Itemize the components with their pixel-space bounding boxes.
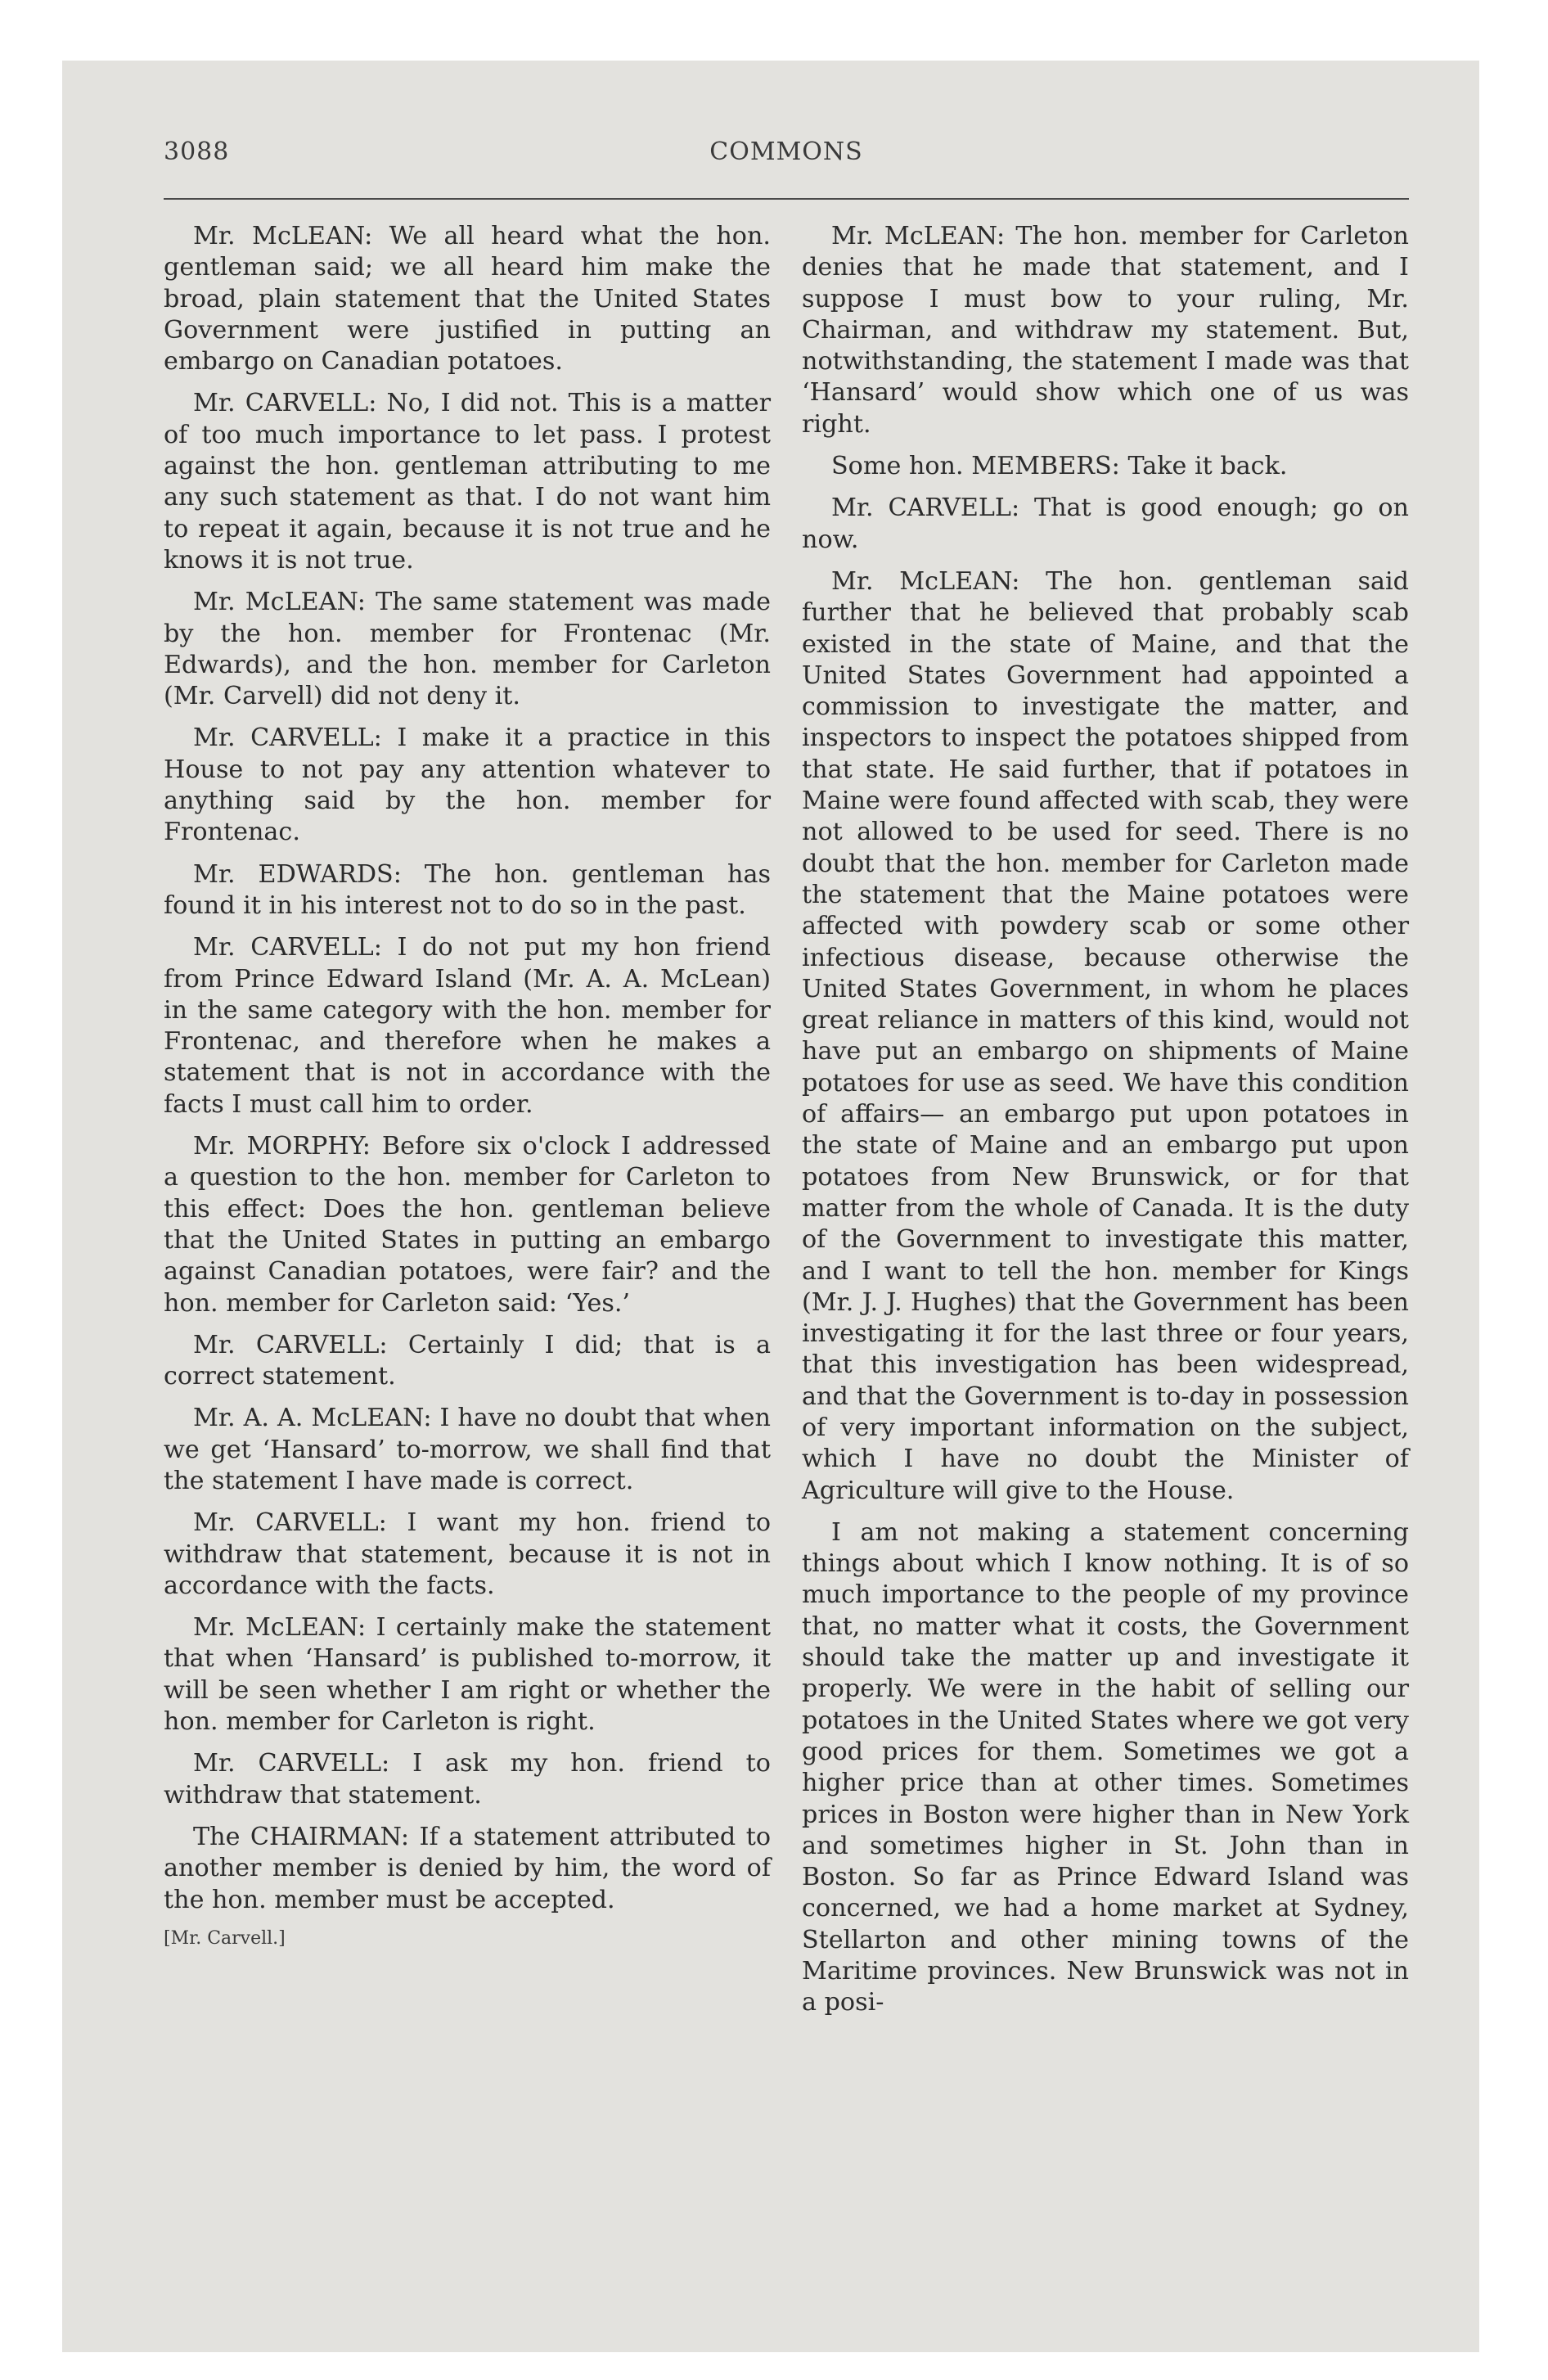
running-head: COMMONS [709, 137, 863, 166]
page-header [164, 137, 1409, 177]
paragraph: Some hon. MEMBERS: Take it back. [831, 452, 1288, 481]
paragraph: Mr. CARVELL: I want my hon. friend to withdraw that statement, because it is not in accordance with the facts. [164, 1508, 771, 1600]
header-rule [164, 198, 1409, 200]
speaker-footnote: [Mr. Carvell.] [164, 1927, 286, 1949]
paragraph: Mr. McLEAN: I certainly make the statement that when ‘Hansard’ is published to-morrow, it will be seen whether I am right or whether the hon. member for Carleton is right. [164, 1613, 771, 1737]
paragraph: Mr. CARVELL: I ask my hon. friend to withdraw that statement. [164, 1749, 771, 1810]
paragraph: Mr. EDWARDS: The hon. gentleman has found it in his interest not to do so in the past. [164, 859, 771, 920]
paragraph: I am not making a statement concerning things about which I know nothing. It is of so much importance to the people of my province that, no matter what it costs, the Government should take the matter up and investigate it properly. We were in the habit of selling our potatoes in the United States where we got very good prices for them. Sometimes we got a higher price than at other times. Sometimes prices in Boston were higher than in New York and sometimes higher in St. John than in Boston. So far as Prince Edward Island was concerned, we had a home market at Sydney, Stellarton and other mining towns of the Maritime provinces. New Brunswick was not in a posi- [802, 1517, 1409, 2017]
page-number: 3088 [164, 137, 230, 166]
paragraph: The CHAIRMAN: If a statement attributed to another member is denied by him, the word of the hon. member must be accepted. [164, 1822, 771, 1914]
left-column [164, 221, 771, 1951]
paragraph: Mr. CARVELL: I make it a practice in this House to not pay any attention whatever to anything said by the hon. member for Frontenac. [164, 723, 771, 847]
paragraph: Mr. McLEAN: The hon. member for Carleton denies that he made that statement, and I suppose I must bow to your ruling, Mr. Chairman, and withdraw my statement. But, notwithstanding, the statement I made was that ‘Hansard’ would show which one of us was right. [802, 222, 1409, 439]
paragraph: Mr. CARVELL: Certainly I did; that is a correct statement. [164, 1330, 771, 1391]
paragraph: Mr. MORPHY: Before six o'clock I addressed a question to the hon. member for Carleton to this effect: Does the hon. gentleman believe that the United States in putting an embargo against Canadian potatoes, were fair? and the hon. member for Carleton said: ‘Yes.’ [164, 1132, 771, 1318]
paragraph: Mr. CARVELL: No, I did not. This is a matter of too much importance to let pass. I protest against the hon. gentleman attributing to me any such statement as that. I do not want him to repeat it again, because it is not true and he knows it is not true. [164, 389, 771, 575]
paragraph: Mr. CARVELL: That is good enough; go on now. [802, 494, 1409, 554]
paragraph: Mr. McLEAN: The hon. gentleman said further that he believed that probably scab existed in the state of Maine, and that the United States Government had appointed a commission to investigate the matter, and inspectors to inspect the potatoes shipped from that state. He said further, that if potatoes in Maine were found affected with scab, they were not allowed to be used for seed. There is no doubt that the hon. member for Carleton made the statement that the Maine potatoes were affected with powdery scab or some other infectious disease, because otherwise the United States Government, in whom he places great reliance in matters of this kind, would not have put an embargo on shipments of Maine potatoes for use as seed. We have this condition of affairs— an embargo put upon potatoes in the state of Maine and an embargo put upon potatoes from New Brunswick, or for that matter from the whole of Canada. It is the duty of the Government to investigate this matter, and I want to tell the hon. member for Kings (Mr. J. J. Hughes) that the Government has been investigating it for the last three or four years, that this investigation has been widespread, and that the Government is to-day in possession of very important information on the subject, which I have no doubt the Minister of Agriculture will give to the House. [802, 566, 1409, 1505]
right-column [802, 221, 1409, 2030]
paragraph: Mr. A. A. McLEAN: I have no doubt that when we get ‘Hansard’ to-morrow, we shall find that the statement I have made is correct. [164, 1404, 771, 1495]
paragraph: Mr. McLEAN: The same statement was made by the hon. member for Frontenac (Mr. Edwards), and the hon. member for Carleton (Mr. Carvell) did not deny it. [164, 588, 771, 711]
paragraph: Mr. McLEAN: We all heard what the hon. gentleman said; we all heard him make the broad, plain statement that the United States Government were justified in putting an embargo on Canadian potatoes. [164, 222, 771, 376]
paragraph: Mr. CARVELL: I do not put my hon friend from Prince Edward Island (Mr. A. A. McLean) in the same category with the hon. member for Frontenac, and therefore when he makes a statement that is not in accordance with the facts I must call him to order. [164, 933, 771, 1119]
